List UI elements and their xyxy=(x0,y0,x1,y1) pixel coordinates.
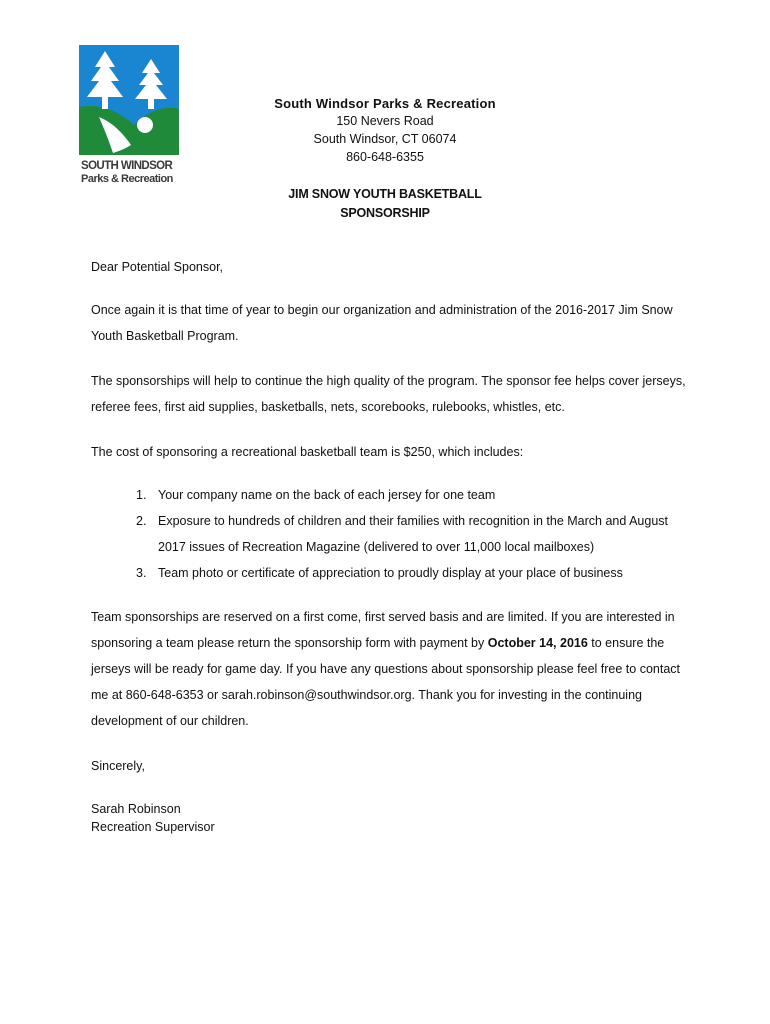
document-title-line2: SPONSORSHIP xyxy=(340,206,430,220)
includes-list xyxy=(91,482,691,586)
deadline-date: October 14, 2016 xyxy=(487,636,588,650)
paragraph-fee-usage: The sponsorships will help to continue the high quality of the program. The sponsor fee helps cover jerseys, referee fees, first aid supplies, basketballs, nets, scorebooks, rulebooks, whistles, etc. xyxy=(91,374,686,414)
reservation-text-end: to ensure the jerseys will be ready for game day. If you have any questions about sponsorship please feel free to contact me at 860-648-6353 or sarah.robinson@southwindsor.org. Thank you for investing in the continuing development of our children. xyxy=(91,636,680,728)
list-item-text: Team photo or certificate of appreciation to proudly display at your place of business xyxy=(158,566,623,580)
signer-title: Recreation Supervisor xyxy=(91,820,215,834)
phone-number: 860-648-6355 xyxy=(346,150,424,164)
logo-text-line2: Parks & Recreation xyxy=(81,173,173,185)
salutation: Dear Potential Sponsor, xyxy=(91,260,224,274)
address-street: 150 Nevers Road xyxy=(336,114,434,128)
closing: Sincerely, xyxy=(91,759,145,773)
list-item-text: Your company name on the back of each jersey for one team xyxy=(158,488,496,502)
signer-name: Sarah Robinson xyxy=(91,802,181,816)
document-title-line1: JIM SNOW YOUTH BASKETBALL xyxy=(288,187,482,201)
address-city: South Windsor, CT 06074 xyxy=(313,132,457,146)
list-item-number: 2. xyxy=(136,514,147,528)
logo-text-line1: SOUTH WINDSOR xyxy=(81,160,173,172)
reservation-text-start: Team sponsorships are reserved on a first come, first served basis and are limited. If you are interested in sponsoring a team please return the sponsorship form with payment by xyxy=(91,610,675,650)
list-item xyxy=(91,482,691,508)
organization-name: South Windsor Parks & Recreation xyxy=(274,96,496,111)
list-item xyxy=(91,560,691,586)
list-item-number: 1. xyxy=(136,488,147,502)
list-item-text: Exposure to hundreds of children and their families with recognition in the March and August 2017 issues of Recreation Magazine (delivered to over 11,000 local mailboxes) xyxy=(158,514,669,554)
paragraph-intro: Once again it is that time of year to begin our organization and administration of the 2016-2017 Jim Snow Youth Basketball Program. xyxy=(91,303,673,343)
paragraph-reservation xyxy=(91,604,691,734)
list-item xyxy=(91,508,691,560)
list-item-number: 3. xyxy=(136,566,147,580)
paragraph-cost: The cost of sponsoring a recreational basketball team is $250, which includes: xyxy=(91,445,524,459)
